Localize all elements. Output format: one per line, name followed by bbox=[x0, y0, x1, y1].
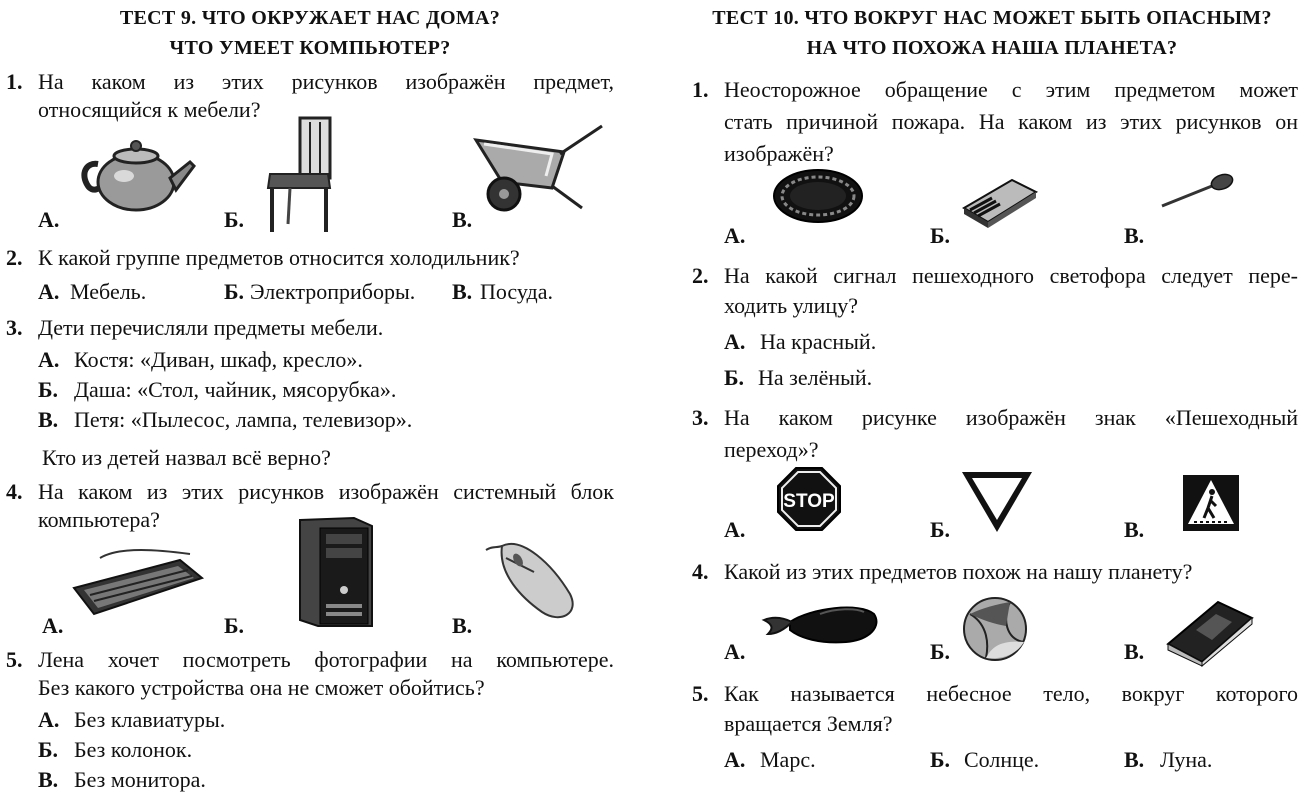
t9-q2-option-c-letter: В. bbox=[452, 279, 473, 304]
t10-q3-number: 3. bbox=[692, 405, 709, 430]
t9-q4-option-a: А. bbox=[42, 613, 64, 638]
test10-title-line1: ТЕСТ 10. ЧТО ВОКРУГ НАС МОЖЕТ БЫТЬ ОПАСНЫМ? bbox=[712, 7, 1272, 29]
t9-q2-option-b-letter: Б. bbox=[224, 279, 245, 304]
t10-q5-option-a-text: Марс. bbox=[760, 747, 816, 772]
t10-q4-option-c: В. bbox=[1124, 639, 1145, 664]
test9-title-line1: ТЕСТ 9. ЧТО ОКРУЖАЕТ НАС ДОМА? bbox=[119, 7, 501, 29]
teapot-icon bbox=[78, 134, 198, 214]
t10-q4-number: 4. bbox=[692, 559, 709, 584]
t9-q4-option-b: Б. bbox=[224, 613, 245, 638]
t9-q4-line1: На каком из этих рисунков изображён системный блок bbox=[38, 479, 614, 504]
t9-q4-line2: компьютера? bbox=[38, 507, 160, 532]
yield-sign-icon bbox=[960, 470, 1034, 534]
stop-sign-icon bbox=[776, 466, 842, 532]
t10-q4-text: Какой из этих предметов похож на нашу планету? bbox=[724, 559, 1193, 584]
t10-q2-number: 2. bbox=[692, 263, 709, 288]
t9-q3-option-a-letter: А. bbox=[38, 347, 60, 372]
t9-q2-number: 2. bbox=[6, 245, 23, 270]
t10-q5-option-c-text: Луна. bbox=[1160, 747, 1213, 772]
t10-q1-option-c: В. bbox=[1124, 223, 1145, 248]
spoon-icon bbox=[1160, 172, 1234, 212]
t9-q5-option-a-letter: А. bbox=[38, 707, 60, 732]
t9-q4-number: 4. bbox=[6, 479, 23, 504]
t9-q5-line1: Лена хочет посмотреть фотографии на компьютере. bbox=[38, 647, 614, 672]
book-icon bbox=[1166, 600, 1254, 666]
t10-q5-line2: вращается Земля? bbox=[724, 711, 893, 736]
t9-q2-option-a-letter: А. bbox=[38, 279, 60, 304]
t9-q4-option-c: В. bbox=[452, 613, 473, 638]
matchbox-icon bbox=[962, 178, 1038, 230]
t10-q4-option-b: Б. bbox=[930, 639, 951, 664]
t9-q2-option-c-text: Посуда. bbox=[480, 279, 553, 304]
stop-sign-text: STOP bbox=[783, 491, 835, 512]
t9-q1-option-b: Б. bbox=[224, 207, 245, 232]
t10-q3-line1: На каком рисунке изображён знак «Пешеходный bbox=[724, 405, 1298, 430]
system-unit-icon bbox=[298, 516, 374, 628]
t9-q3-option-c-text: Петя: «Пылесос, лампа, телевизор». bbox=[74, 407, 413, 432]
t9-q1-number: 1. bbox=[6, 69, 23, 94]
t10-q1-number: 1. bbox=[692, 77, 709, 102]
t10-q3-line2: переход»? bbox=[724, 437, 819, 462]
t9-q1-option-a: А. bbox=[38, 207, 60, 232]
t9-q3-option-b-letter: Б. bbox=[38, 377, 59, 402]
t10-q3-option-a: А. bbox=[724, 517, 746, 542]
t10-q5-option-c-letter: В. bbox=[1124, 747, 1145, 772]
wheelbarrow-icon bbox=[472, 118, 606, 214]
t9-q5-option-b-letter: Б. bbox=[38, 737, 59, 762]
t9-q1-option-c: В. bbox=[452, 207, 473, 232]
t9-q2-option-a-text: Мебель. bbox=[70, 279, 147, 304]
eggplant-icon bbox=[760, 600, 880, 650]
mouse-icon bbox=[482, 534, 582, 624]
t9-q3-option-c-letter: В. bbox=[38, 407, 59, 432]
t10-q5-number: 5. bbox=[692, 681, 709, 706]
t10-q4-option-a: А. bbox=[724, 639, 746, 664]
t10-q1-option-a: А. bbox=[724, 223, 746, 248]
t9-q2-option-b-text: Электроприборы. bbox=[250, 279, 416, 304]
t9-q5-option-c-text: Без монитора. bbox=[74, 767, 206, 792]
t10-q1-option-b: Б. bbox=[930, 223, 951, 248]
chair-icon bbox=[266, 116, 336, 234]
t10-q3-option-c: В. bbox=[1124, 517, 1145, 542]
keyboard-icon bbox=[70, 548, 206, 618]
pan-lid-icon bbox=[772, 168, 864, 224]
t9-q1-line2: относящийся к мебели? bbox=[38, 97, 261, 122]
ball-icon bbox=[962, 596, 1028, 662]
t9-q5-option-b-text: Без колонок. bbox=[74, 737, 193, 762]
t10-q2-option-b-letter: Б. bbox=[724, 365, 745, 390]
t10-q1-line2: стать причиной пожара. На каком из этих рисунков он bbox=[724, 109, 1298, 134]
t9-q1-line1: На каком из этих рисунков изображён предмет, bbox=[38, 69, 614, 94]
t9-q3-option-b-text: Даша: «Стол, чайник, мясорубка». bbox=[74, 377, 397, 402]
t10-q2-option-a-letter: А. bbox=[724, 329, 746, 354]
t10-q5-line1: Как называется небесное тело, вокруг которого bbox=[724, 681, 1298, 706]
test9-title-line2: ЧТО УМЕЕТ КОМПЬЮТЕР? bbox=[169, 37, 451, 59]
t9-q3-option-a-text: Костя: «Диван, шкаф, кресло». bbox=[74, 347, 363, 372]
t9-q3-text: Дети перечисляли предметы мебели. bbox=[38, 315, 384, 340]
pedestrian-crossing-sign-icon bbox=[1182, 474, 1240, 532]
t10-q5-option-b-letter: Б. bbox=[930, 747, 951, 772]
t9-q5-line2: Без какого устройства она не сможет обойтись? bbox=[38, 675, 485, 700]
t9-q2-text: К какой группе предметов относится холодильник? bbox=[38, 245, 520, 270]
t9-q5-option-a-text: Без клавиатуры. bbox=[74, 707, 226, 732]
t9-q3-question: Кто из детей назвал всё верно? bbox=[42, 445, 331, 470]
t9-q3-number: 3. bbox=[6, 315, 23, 340]
test10-title-line2: НА ЧТО ПОХОЖА НАША ПЛАНЕТА? bbox=[806, 37, 1178, 59]
t10-q2-line1: На какой сигнал пешеходного светофора следует пере- bbox=[724, 263, 1298, 288]
t9-q5-number: 5. bbox=[6, 647, 23, 672]
t9-q5-option-c-letter: В. bbox=[38, 767, 59, 792]
t10-q2-option-a-text: На красный. bbox=[760, 329, 877, 354]
t10-q1-line3: изображён? bbox=[724, 141, 834, 166]
t10-q2-line2: ходить улицу? bbox=[724, 293, 858, 318]
t10-q3-option-b: Б. bbox=[930, 517, 951, 542]
t10-q1-line1: Неосторожное обращение с этим предметом может bbox=[724, 77, 1298, 102]
t10-q2-option-b-text: На зелёный. bbox=[758, 365, 873, 390]
t10-q5-option-a-letter: А. bbox=[724, 747, 746, 772]
t10-q5-option-b-text: Солнце. bbox=[964, 747, 1040, 772]
